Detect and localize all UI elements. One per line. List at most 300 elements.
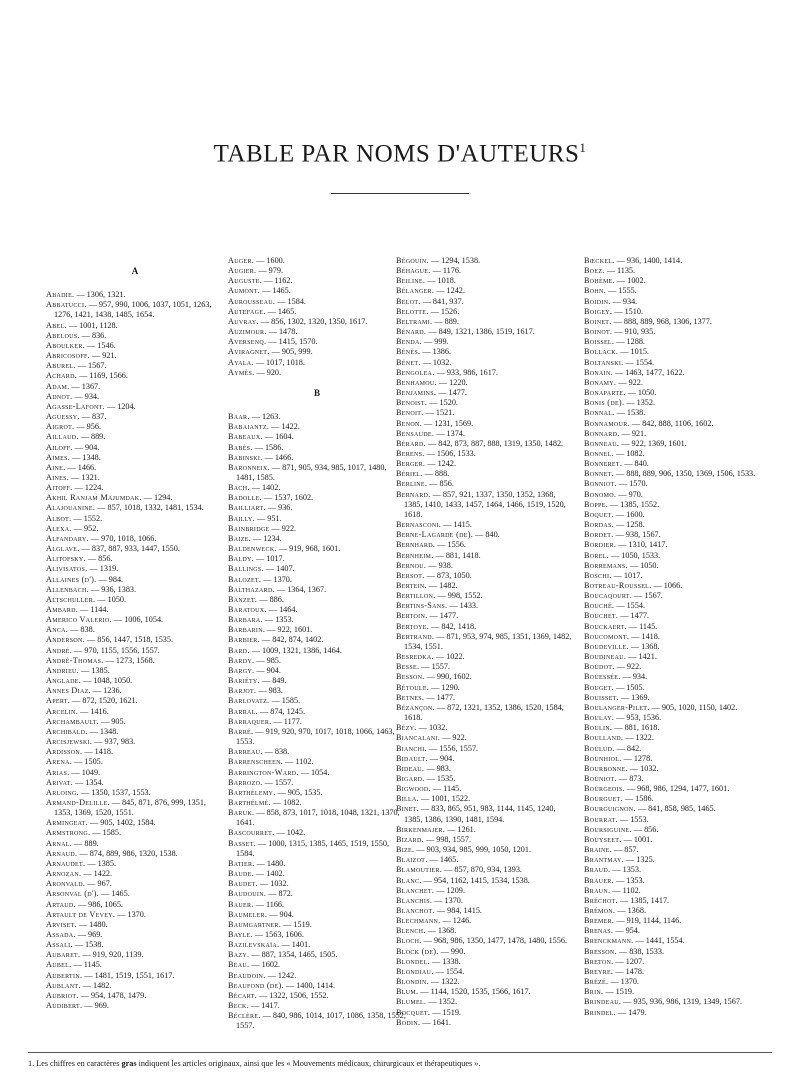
author-name: Benoit. xyxy=(396,408,424,418)
author-name: Bernasconi. xyxy=(396,520,442,530)
page-references: — 872. xyxy=(268,889,293,899)
page-references: — 1463, 1477, 1622. xyxy=(615,367,685,377)
page-references: — 1017, 1018. xyxy=(255,357,305,367)
page-references: — 1352. xyxy=(626,398,656,408)
author-name: Béhague. xyxy=(396,266,431,276)
author-name: Brémon. xyxy=(584,906,616,915)
index-entry xyxy=(584,611,768,621)
author-name: Barbarin. xyxy=(228,625,266,635)
author-name: Bénès. xyxy=(396,347,421,357)
author-name: Beiline. xyxy=(396,276,426,286)
author-name: Boissel. xyxy=(584,337,615,347)
page-references: — 1557. xyxy=(421,662,451,672)
author-name: Aimes. xyxy=(46,452,71,462)
page-references: — 1385, 1417. xyxy=(619,895,670,905)
page-references: — 1322. xyxy=(625,733,654,743)
page-references: — 904. xyxy=(269,909,294,919)
author-name: Barthélmé. xyxy=(228,797,271,807)
author-name: Bonomo. xyxy=(584,489,617,499)
index-entry xyxy=(396,1008,574,1018)
index-entry xyxy=(46,605,224,615)
author-name: Brindeau. xyxy=(584,997,622,1007)
index-entry xyxy=(584,459,768,469)
page-references: — 921. xyxy=(92,351,117,361)
page-references: — 873. xyxy=(618,773,644,783)
author-name: Bourbonne. xyxy=(584,763,628,773)
author-name: Boinot. xyxy=(584,327,613,337)
index-entry xyxy=(584,845,768,855)
author-name: Blench. xyxy=(396,926,426,936)
index-entry xyxy=(228,595,406,605)
author-name: Bonis (de). xyxy=(584,398,625,408)
author-name: Bonain. xyxy=(584,367,613,377)
page-references: — 1032. xyxy=(259,879,289,889)
page-references: — 1641. xyxy=(422,1017,452,1027)
author-name: Baudouin. xyxy=(228,889,267,899)
page-references: — 1519. xyxy=(283,919,312,929)
author-name: Armstrong. xyxy=(46,828,91,838)
page-references: — 856, 1302, 1320, 1350, 1617. xyxy=(260,316,368,326)
page-references: — 1015. xyxy=(620,347,649,357)
index-entry xyxy=(46,463,224,473)
index-entry xyxy=(584,520,768,530)
index-entry xyxy=(228,808,406,828)
index-entry xyxy=(396,632,574,652)
index-entry xyxy=(584,266,768,276)
page-references: — 1310, 1417. xyxy=(618,540,668,550)
author-name: Ardisson. xyxy=(46,747,83,757)
page-references: — 889. xyxy=(80,432,106,442)
author-name: Bailliart. xyxy=(228,503,266,513)
author-name: Bascourret. xyxy=(228,828,275,838)
index-entry xyxy=(228,534,406,544)
index-entry xyxy=(584,297,768,307)
page-references: — 1478. xyxy=(615,966,644,976)
page-references: — 1177. xyxy=(273,716,302,726)
page-references: — 1479. xyxy=(617,1007,647,1017)
author-name: Bengolea. xyxy=(396,367,435,377)
author-name: Alfandary. xyxy=(46,533,89,543)
index-entry xyxy=(228,422,406,432)
author-name: Blechmann. xyxy=(396,916,441,926)
index-entry xyxy=(228,747,406,757)
index-entry xyxy=(228,276,406,286)
index-entry xyxy=(46,707,224,717)
index-entry xyxy=(228,717,406,727)
index-entry xyxy=(396,754,574,764)
page-references: — 979. xyxy=(258,266,283,276)
author-name: Belot. xyxy=(396,296,421,306)
author-name: Bensaude. xyxy=(396,428,435,438)
author-name: Agasse-Lafont. xyxy=(46,401,105,411)
author-name: Bremer. xyxy=(584,916,615,926)
author-name: Aitoff. xyxy=(46,483,73,493)
index-entry xyxy=(396,987,574,997)
author-name: Bézy. xyxy=(396,723,417,733)
index-entry xyxy=(46,341,224,351)
page-references: — 1415, 1570. xyxy=(268,337,318,347)
author-name: Autefage. xyxy=(228,306,266,316)
author-name: Bourguet. xyxy=(584,794,623,804)
index-entry xyxy=(46,788,224,798)
index-entry xyxy=(46,981,224,991)
index-entry xyxy=(584,429,768,439)
page-references: — 1433. xyxy=(449,601,479,611)
index-entry xyxy=(228,879,406,889)
page-references: — 1022. xyxy=(435,652,465,662)
index-entry xyxy=(46,432,224,442)
page-references: — 937, 983. xyxy=(94,737,136,747)
page-references: — 1354. xyxy=(75,777,104,787)
page-references: — 838. xyxy=(264,747,290,757)
index-entry xyxy=(46,737,224,747)
author-name: Benon. xyxy=(396,418,422,428)
author-name: Bélanger. xyxy=(396,286,435,296)
author-name: Baar. xyxy=(228,412,250,422)
page-references: — 1017. xyxy=(613,570,643,580)
page-references: — 858, 873, 1017, 1018, 1048, 1321, 1370, 1641. xyxy=(236,808,400,828)
index-entry xyxy=(228,981,406,991)
author-name: Bauer. xyxy=(228,899,254,909)
author-name: Barrozo. xyxy=(228,777,263,787)
author-name: Bécart. xyxy=(228,990,257,1000)
index-entry xyxy=(228,337,406,347)
author-name: Berne-Lagarde (de). xyxy=(396,530,474,540)
page-references: — 990, 1602. xyxy=(426,672,472,682)
author-name: Barthélemy. xyxy=(228,787,276,797)
author-name: Allaines (d'). xyxy=(46,574,97,584)
page-references: — 1145. xyxy=(628,621,658,631)
index-entry xyxy=(584,347,768,357)
page-references: — 1401. xyxy=(281,940,311,950)
page-references: — 1032. xyxy=(629,763,659,773)
page-references: — 919, 920, 970, 1017, 1018, 1066, 1463, 1553. xyxy=(236,726,395,747)
author-name: Archibald. xyxy=(46,726,88,736)
page-references: — 905, 1402, 1584. xyxy=(90,818,156,828)
page-references: — 1242. xyxy=(267,970,297,980)
page-references: — 1263. xyxy=(251,412,281,422)
index-entry xyxy=(228,286,406,296)
author-name: Borel. xyxy=(584,550,609,560)
author-name: Barbier. xyxy=(228,635,260,645)
author-name: Boulanger-Pilet. xyxy=(584,702,650,712)
author-name: Americo Valerio. xyxy=(46,615,112,625)
author-name: Balthazard. xyxy=(228,584,275,594)
index-entry xyxy=(584,307,768,317)
author-name: Breyre. xyxy=(584,966,614,976)
page-references: — 1482. xyxy=(428,581,458,590)
author-name: Armand-Delille. xyxy=(46,797,110,807)
page-references: — 1506, 1533. xyxy=(426,448,476,458)
author-name: Ambard. xyxy=(46,605,79,614)
author-name: Blondin. xyxy=(396,977,429,987)
index-entry xyxy=(46,889,224,899)
author-name: Andrieu. xyxy=(46,665,80,675)
page-references: — 936, 1383. xyxy=(91,584,137,594)
author-name: Altschuller. xyxy=(46,594,96,604)
index-entry xyxy=(584,693,768,703)
index-entry xyxy=(228,585,406,595)
index-entry xyxy=(584,987,768,997)
author-name: Armingeat. xyxy=(46,818,88,828)
page-references: — 1322. xyxy=(430,977,460,987)
index-entry xyxy=(396,876,574,886)
page-references: — 1385. xyxy=(81,665,110,675)
page-references: — 1585. xyxy=(271,696,301,706)
author-name: Brin. xyxy=(584,987,604,997)
index-entry xyxy=(46,392,224,402)
author-name: Auger. xyxy=(228,256,255,265)
author-name: Boez. xyxy=(584,266,605,276)
page-references: — 919, 920, 1139. xyxy=(82,950,144,960)
index-entry xyxy=(396,845,574,855)
author-name: Arnaudet. xyxy=(46,858,86,868)
author-name: Bonneau. xyxy=(584,438,620,448)
page-references: — 842, 873, 887, 888, 1319, 1350, 1482. xyxy=(428,438,564,448)
page-references: — 1082. xyxy=(615,448,645,458)
index-entry xyxy=(396,347,574,357)
index-entry xyxy=(396,469,574,479)
index-entry xyxy=(46,575,224,585)
author-name: Bonnal. xyxy=(584,408,615,418)
index-entry xyxy=(396,916,574,926)
title-footnote-marker: 1 xyxy=(579,140,587,155)
page-references: — 1002. xyxy=(617,276,646,286)
author-name: Bordet. xyxy=(584,530,614,540)
author-name: Assali. xyxy=(46,940,73,950)
index-entry xyxy=(228,869,406,879)
page-references: — 1368. xyxy=(617,906,646,915)
index-entry xyxy=(228,347,406,357)
page-references: — 874, 889, 986, 1320, 1538. xyxy=(79,848,178,858)
index-entry xyxy=(584,337,768,347)
index-entry xyxy=(46,635,224,645)
page-references: — 1586. xyxy=(254,442,284,452)
page-references: — 969. xyxy=(84,1001,109,1011)
index-entry xyxy=(396,286,574,296)
index-entry xyxy=(228,676,406,686)
index-entry xyxy=(584,703,768,713)
page-references: — 1370. xyxy=(117,909,146,919)
page-references: — 1478. xyxy=(268,327,298,337)
page-references: — 1162. xyxy=(264,276,293,286)
page-references: — 1220. xyxy=(438,377,468,387)
page-references: — 1352. xyxy=(428,997,457,1007)
page-references: — 922. xyxy=(618,377,643,387)
index-entry xyxy=(396,276,574,286)
author-name: Annes Diaz. xyxy=(46,686,91,696)
page-references: — 1505. xyxy=(74,757,103,767)
page-references: — 1261. xyxy=(447,824,476,834)
index-entry xyxy=(584,479,768,489)
author-name: Biancalani. xyxy=(396,733,441,743)
index-entry xyxy=(584,672,768,682)
page-references: — 1418. xyxy=(631,631,660,641)
page-references: — 905. xyxy=(101,716,126,726)
author-name: Aubaret. xyxy=(46,950,81,960)
author-name: Adnot. xyxy=(46,391,73,401)
author-name: Blaizot. xyxy=(396,855,428,865)
index-entry xyxy=(584,815,768,825)
index-entry xyxy=(396,419,574,429)
page-references: — 837, 887, 933, 1447, 1550. xyxy=(81,544,180,554)
author-name: Arviset. xyxy=(46,919,77,929)
author-name: Brindel. xyxy=(584,1007,616,1017)
page-references: — 934. xyxy=(612,296,638,306)
index-column-1 xyxy=(46,256,224,1011)
page-references: — 888. xyxy=(424,469,450,479)
page-references: — 1370. xyxy=(434,895,463,905)
index-entry xyxy=(46,422,224,432)
page-references: — 849, 1321, 1386, 1519, 1617. xyxy=(428,327,535,337)
index-column-2 xyxy=(228,256,406,1032)
page-references: — 857, 1018, 1332, 1481, 1534. xyxy=(97,503,204,513)
author-name: Beck. xyxy=(228,1001,250,1011)
author-name: Binet. xyxy=(396,804,419,814)
page-references: — 1066. xyxy=(653,581,683,590)
index-entry xyxy=(396,327,574,337)
author-name: Blanchet. xyxy=(396,885,435,895)
index-entry xyxy=(396,1018,574,1028)
page-references: — 985. xyxy=(256,655,281,665)
author-name: Aburel. xyxy=(46,361,76,371)
page-references: — 840. xyxy=(624,459,649,469)
author-name: Arnaud. xyxy=(46,848,78,858)
page-references: — 1552. xyxy=(73,513,103,523)
page-references: — 998, 1557. xyxy=(426,834,472,844)
page-references: — 845, 871, 876, 999, 1351, 1353, 1369, 1520, 1551. xyxy=(54,797,206,818)
author-name: Berline. xyxy=(396,479,428,489)
author-name: Benoist. xyxy=(396,398,428,408)
author-name: Bertoin. xyxy=(396,611,428,621)
index-entry xyxy=(228,327,406,337)
page-references: — 953, 1536. xyxy=(616,713,662,723)
author-name: Arnozan. xyxy=(46,869,82,879)
page-references: — 1102. xyxy=(612,885,641,895)
page-references: — 840. xyxy=(475,530,500,540)
page-references: — 970. xyxy=(618,489,643,499)
page-references: — 970, 1155, 1556, 1557. xyxy=(74,645,160,655)
index-entry xyxy=(584,327,768,337)
page-references: — 872, 1520, 1621. xyxy=(72,696,138,706)
page-references: — 990. xyxy=(440,946,466,956)
index-entry xyxy=(46,859,224,869)
author-name: Barré. xyxy=(228,726,254,736)
index-entry xyxy=(584,957,768,967)
page-references: — 842, 888, 1106, 1602. xyxy=(631,418,714,428)
section-letter-a: A xyxy=(131,266,139,276)
author-name: Bouchet. xyxy=(584,611,619,621)
index-entry xyxy=(228,839,406,859)
author-name: Bohn. xyxy=(584,286,607,296)
author-name: Belotte. xyxy=(396,306,429,316)
index-entry xyxy=(584,388,768,398)
page-references: — 1546. xyxy=(87,340,116,350)
index-entry xyxy=(228,297,406,307)
author-name: Bernou. xyxy=(396,560,427,570)
index-entry xyxy=(46,940,224,950)
index-entry xyxy=(396,571,574,581)
index-entry xyxy=(396,896,574,906)
author-name: Abelous. xyxy=(46,330,80,340)
index-entry xyxy=(584,551,768,561)
author-name: Boulud. xyxy=(584,743,615,753)
page-references: — 938, 1567. xyxy=(615,530,661,540)
author-name: Audibert. xyxy=(46,1001,83,1011)
author-name: Aine. xyxy=(46,462,66,472)
author-name: Babinski. xyxy=(228,452,263,462)
index-entry xyxy=(396,622,574,632)
index-entry xyxy=(584,581,768,591)
page-references: — 1348. xyxy=(89,726,119,736)
index-entry xyxy=(584,886,768,896)
index-entry xyxy=(584,622,768,632)
index-entry xyxy=(46,971,224,981)
author-name: Blum. xyxy=(396,987,419,997)
index-entry xyxy=(584,317,768,327)
index-entry xyxy=(584,439,768,449)
author-name: Besse. xyxy=(396,662,420,672)
author-name: Baumgartner. xyxy=(228,919,282,929)
author-name: Akhil Ranjam Majumdak. xyxy=(46,493,142,503)
page-references: — 1570. xyxy=(618,479,648,489)
index-entry xyxy=(228,463,406,483)
author-name: Bréchot. xyxy=(584,895,618,905)
author-name: Bollack. xyxy=(584,347,619,357)
author-name: Bonnamour. xyxy=(584,418,630,428)
index-entry xyxy=(584,896,768,906)
author-name: Bailly. xyxy=(228,513,256,523)
section-letter-b: B xyxy=(313,387,320,398)
index-entry xyxy=(46,1001,224,1011)
index-entry xyxy=(584,368,768,378)
author-name: Besredka. xyxy=(396,652,434,662)
author-name: Bériel. xyxy=(396,469,423,479)
page-references: — 857, 921, 1337, 1350, 1352, 1368, 1385, 1410, 1433, 1457, 1464, 1466, 1519, 1520, 1618. xyxy=(404,489,566,519)
page-references: — 1422. xyxy=(271,422,300,432)
index-entry xyxy=(396,683,574,693)
author-name: Bideau. xyxy=(396,763,425,773)
index-entry xyxy=(396,926,574,936)
index-entry xyxy=(46,503,224,513)
page-references: — 922. xyxy=(616,662,642,672)
index-entry xyxy=(396,540,574,550)
page-references: — 857. xyxy=(614,845,639,855)
author-name: Bidault. xyxy=(396,753,428,763)
page-references: — 1600. xyxy=(256,256,285,265)
page-references: — 842, 1418. xyxy=(431,621,477,631)
author-name: Ayala. xyxy=(228,357,254,367)
author-name: Bordier. xyxy=(584,540,617,550)
author-name: Archambault. xyxy=(46,716,100,726)
author-name: Bertins-Sans. xyxy=(396,601,448,611)
index-entry xyxy=(396,652,574,662)
index-entry xyxy=(228,412,406,422)
page-references: — 881, 1618. xyxy=(614,723,660,733)
index-entry xyxy=(396,459,574,469)
index-entry xyxy=(396,957,574,967)
page-references: — 1176. xyxy=(432,266,461,276)
page-references: — 1510. xyxy=(614,306,643,316)
page-references: — 903, 934, 985, 999, 1050, 1201. xyxy=(416,845,532,855)
page-references: — 905, 999. xyxy=(271,347,313,357)
page-references: — 998, 1552. xyxy=(437,591,483,601)
author-name: Blumel. xyxy=(396,997,427,1007)
page-references: — 841, 858, 985, 1465. xyxy=(637,804,716,814)
author-name: Block (de). xyxy=(396,946,439,956)
author-name: Bérard. xyxy=(396,438,426,448)
author-name: Bonnard. xyxy=(584,428,620,438)
